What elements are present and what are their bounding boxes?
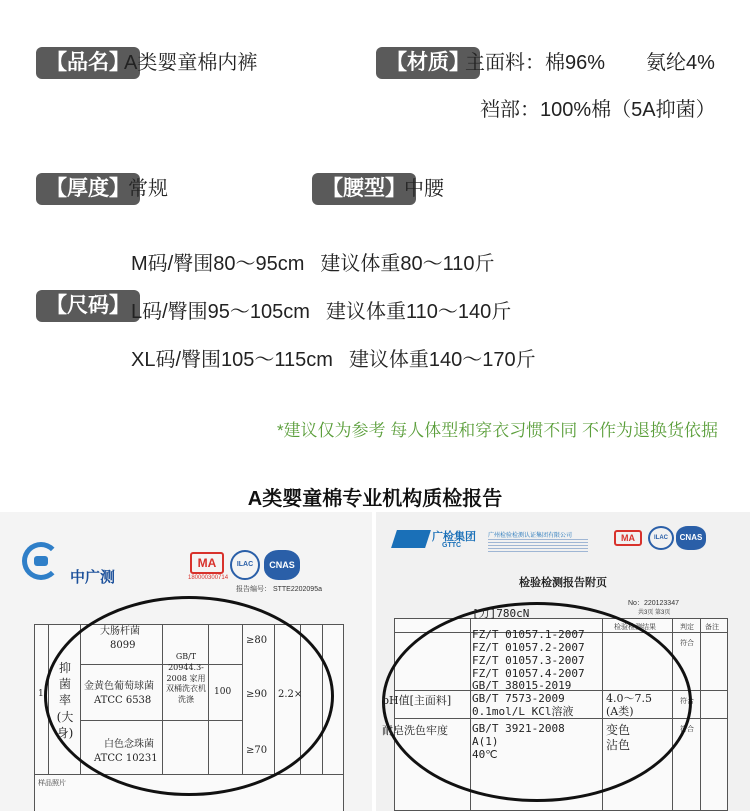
ph-class: (A类) <box>606 705 634 718</box>
col-judge-header: 判定 <box>680 624 694 631</box>
bacteria-2-name: 金黄色葡萄球菌 <box>84 681 154 692</box>
col-note-header: 备注 <box>705 624 719 631</box>
right-report-image <box>376 512 750 811</box>
soap-condition: A(1) <box>472 735 499 748</box>
rate-label: 抑菌率(大身) <box>56 661 74 740</box>
left-report-image <box>0 512 372 811</box>
pass-3: 符合 <box>680 726 694 733</box>
gttc-logo-icon <box>391 530 431 548</box>
material-main: 主面料：棉96% <box>465 52 606 74</box>
bacteria-2-code: ATCC 6538 <box>94 695 152 706</box>
ilac-mark-icon: ILAC <box>230 550 260 580</box>
waist-tag: 【腰型】 <box>312 173 416 205</box>
thickness-value: 常规 <box>128 178 168 200</box>
threshold-2: ≥90 <box>246 689 268 700</box>
bacteria-1-name: 大肠杆菌 <box>100 626 140 637</box>
col-result-header: 检验检测结果 <box>614 624 656 631</box>
size-disclaimer: *建议仅为参考 每人体型和穿衣习惯不同 不作为退换货依据 <box>276 421 718 440</box>
right-ma-mark-icon: MA <box>614 530 642 546</box>
size-tag: 【尺码】 <box>36 290 140 322</box>
pass-1: 符合 <box>680 640 694 647</box>
ma-mark-icon: MA <box>190 552 224 574</box>
spec-line-2: FZ/T 01057.1-2007 <box>472 628 585 641</box>
soap-label: 耐皂洗色牢度 <box>382 724 448 737</box>
size-row-xl: XL码/臀围105～115cm 建议体重140～170斤 <box>131 349 536 371</box>
material-spandex: 氨纶4% <box>646 52 715 74</box>
left-standard: GB/T 20944.3-2008 家用双桶洗衣机洗涤 <box>166 652 206 705</box>
test-value: 2.2× <box>278 689 303 700</box>
soap-standard: GB/T 3921-2008 <box>472 722 565 735</box>
soap-value-stain: 沾色 <box>606 738 631 752</box>
size-row-m: M码/臀围80～95cm 建议体重80～110斤 <box>131 253 495 275</box>
right-report-page: 共3页 第3页 <box>638 610 671 616</box>
right-ilac-mark-icon: ILAC <box>648 526 674 550</box>
ma-code: 180000300714 <box>188 575 229 581</box>
ph-solution: 0.1mol/L KCl溶液 <box>472 705 574 718</box>
section-title: A类婴童棉专业机构质检报告 <box>247 488 503 510</box>
waist-value: 中腰 <box>404 178 444 200</box>
right-org-en: GTTC <box>442 542 462 549</box>
right-report-no: No：220123347 <box>628 600 679 607</box>
right-org-name: 广检集团 <box>432 531 476 543</box>
product-name: A类婴童棉内裤 <box>124 52 258 74</box>
wash-count: 100 <box>214 687 232 697</box>
name-tag: 【品名】 <box>36 47 140 79</box>
left-report-number: 报告编号： STTE2202095a <box>236 586 322 593</box>
spec-line-4: FZ/T 01057.3-2007 <box>472 654 585 667</box>
ph-label: pH值[主面料] <box>382 694 452 707</box>
bacteria-3-code: ATCC 10231 <box>94 753 158 764</box>
ph-value: 4.0～7.5 <box>606 692 652 705</box>
org-address-lines <box>488 539 588 553</box>
cgc-logo-inner-icon <box>34 556 48 566</box>
spec-line-1: [力]780cN <box>472 607 530 620</box>
ph-standard: GB/T 7573-2009 <box>472 692 565 705</box>
size-row-l: L码/臀围95～105cm 建议体重110～140斤 <box>131 301 512 323</box>
left-org-name: 中广测 <box>70 569 116 586</box>
sample-photo-label: 样品照片 <box>38 780 66 787</box>
material-crotch: 裆部：100%棉（5A抑菌） <box>480 99 716 121</box>
row-number: 1 <box>38 689 44 699</box>
soap-value-change: 变色 <box>606 723 631 737</box>
right-cnas-mark-icon: CNAS <box>676 526 706 550</box>
pass-2: 符合 <box>680 698 694 705</box>
spec-line-3: FZ/T 01057.2-2007 <box>472 641 585 654</box>
soap-temperature: 40℃ <box>472 748 498 761</box>
threshold-3: ≥70 <box>246 745 268 756</box>
spec-line-5: FZ/T 01057.4-2007 <box>472 667 585 680</box>
bacteria-3-name: 白色念珠菌 <box>104 739 154 750</box>
right-report-title: 检验检测报告附页 <box>519 577 607 589</box>
threshold-1: ≥80 <box>246 635 268 646</box>
thickness-tag: 【厚度】 <box>36 173 140 205</box>
right-org-full: 广州检验检测认证集团有限公司 <box>488 533 573 539</box>
cnas-mark-icon: CNAS <box>264 550 300 580</box>
spec-line-6: GB/T 38015-2019 <box>472 679 572 692</box>
bacteria-1-code: 8099 <box>110 640 136 651</box>
material-tag: 【材质】 <box>376 47 480 79</box>
